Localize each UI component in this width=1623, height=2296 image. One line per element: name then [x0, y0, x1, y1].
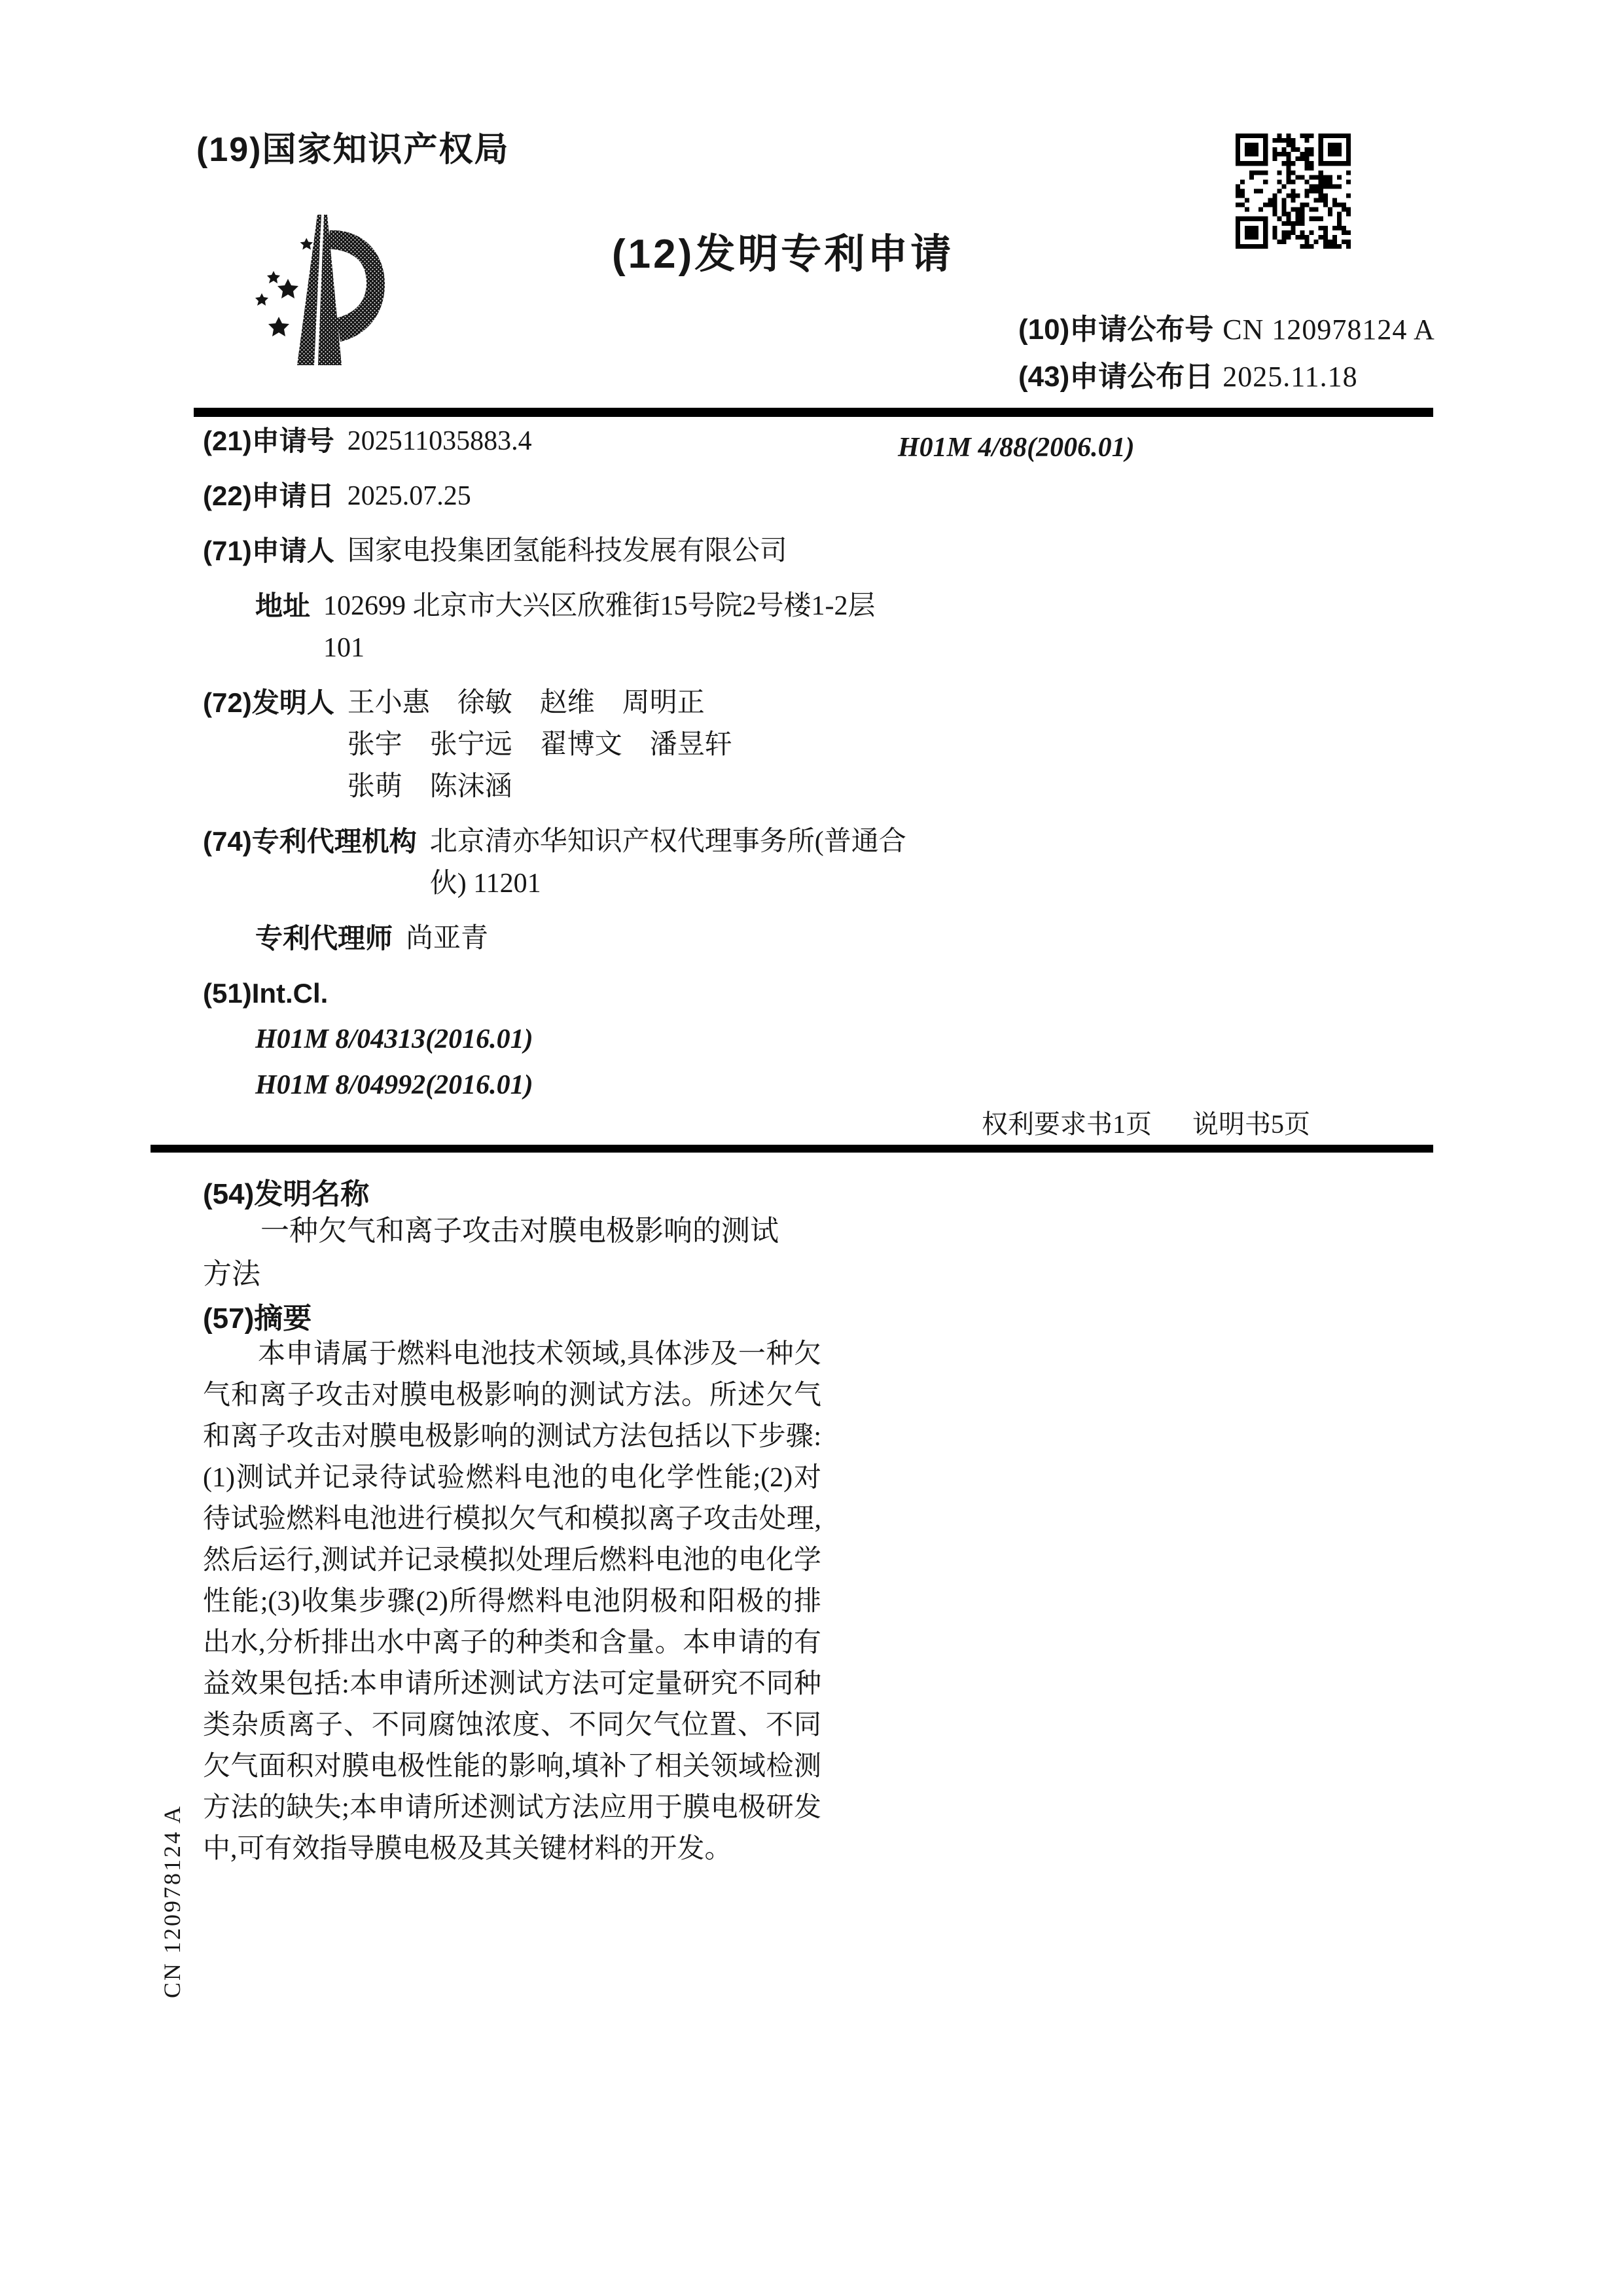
applicant-value: 国家电投集团氢能科技发展有限公司	[347, 536, 787, 566]
application-date-value: 2025.07.25	[347, 481, 471, 511]
bibliographic-section	[203, 420, 910, 1110]
issuing-office: (19)国家知识产权局	[196, 131, 510, 169]
application-number-label: (21)申请号	[203, 425, 334, 456]
intcl-label: (51)Int.Cl.	[203, 978, 329, 1009]
applicant-row	[203, 530, 910, 572]
cnipa-logo	[254, 213, 389, 370]
invention-title-label: (54)发明名称	[203, 1178, 370, 1210]
intcl-row	[203, 973, 910, 1014]
applicant-label: (71)申请人	[203, 535, 334, 566]
description-pages: 说明书5页	[1192, 1109, 1310, 1139]
inventors-line: 张宇 张宁远 翟博文 潘昱轩	[347, 730, 732, 760]
inventors-label: (72)发明人	[203, 687, 334, 718]
address-label: 地址	[255, 590, 311, 621]
claims-pages: 权利要求书1页	[982, 1109, 1152, 1139]
application-date-label: (22)申请日	[203, 480, 334, 511]
address-value: 102699 北京市大兴区欣雅街15号院2号楼1-2层101	[323, 591, 876, 663]
agency-label: (74)专利代理机构	[203, 826, 417, 857]
pub-number-label: (10)申请公布号	[1018, 314, 1214, 346]
agency-value: 北京清亦华知识产权代理事务所(普通合伙) 11201	[429, 827, 906, 899]
agency-row	[203, 821, 910, 905]
abstract-label: (57)摘要	[203, 1302, 312, 1335]
inventors-line: 张萌 陈沫涵	[347, 772, 512, 802]
header-divider-rule	[194, 408, 1433, 417]
inventors-value	[348, 682, 910, 808]
qr-code	[1236, 134, 1351, 249]
ipc-entry-right: H01M 4/88(2006.01)	[898, 433, 1135, 463]
side-publication-number: CN 120978124 A	[159, 1804, 185, 1999]
application-number-row	[203, 420, 910, 462]
publication-info	[1018, 306, 1437, 401]
application-number-value: 202511035883.4	[347, 426, 532, 456]
agent-label: 专利代理师	[255, 923, 393, 954]
pages-note	[982, 1103, 1310, 1141]
abstract-text: 本申请属于燃料电池技术领域,具体涉及一种欠气和离子攻击对膜电极影响的测试方法。所述欠气和离子攻击对膜电极影响的测试方法包括以下步骤:(1)测试并记录待试验燃料电池的电化学性能;(2)对待试验燃料电池进行模拟欠气和模拟离子攻击处理,然后运行,测试并记录模拟处理后燃料电池的电化学性能;(3)收集步骤(2)所得燃料电池阴极和阳极的排出水,分析排出水中离子的种类和含量。本申请的有益效果包括:本申请所述测试方法可定量研究不同种类杂质离子、不同腐蚀浓度、不同欠气位置、不同欠气面积对膜电极性能的影响,填补了相关领域检测方法的缺失;本申请所述测试方法应用于膜电极研发中,可有效指导膜电极及其关键材料的开发。	[203, 1339, 821, 1864]
agent-row	[203, 918, 910, 960]
ipc-entry: H01M 8/04992(2016.01)	[255, 1070, 533, 1100]
invention-title: 一种欠气和离子攻击对膜电极影响的测试方法	[203, 1215, 779, 1290]
document-type-heading: (12)发明专利申请	[612, 232, 954, 277]
ipc-entry: H01M 8/04313(2016.01)	[255, 1024, 533, 1054]
agent-value: 尚亚青	[406, 924, 489, 954]
address-row	[203, 585, 910, 669]
application-date-row	[203, 475, 910, 517]
section-divider-rule	[151, 1145, 1433, 1153]
inventors-row	[203, 682, 910, 808]
pub-date-label: (43)申请公布日	[1018, 361, 1214, 393]
pub-number-value: CN 120978124 A	[1222, 314, 1435, 346]
inventors-line: 王小惠 徐敏 赵维 周明正	[347, 688, 705, 718]
pub-date-value: 2025.11.18	[1222, 361, 1358, 393]
